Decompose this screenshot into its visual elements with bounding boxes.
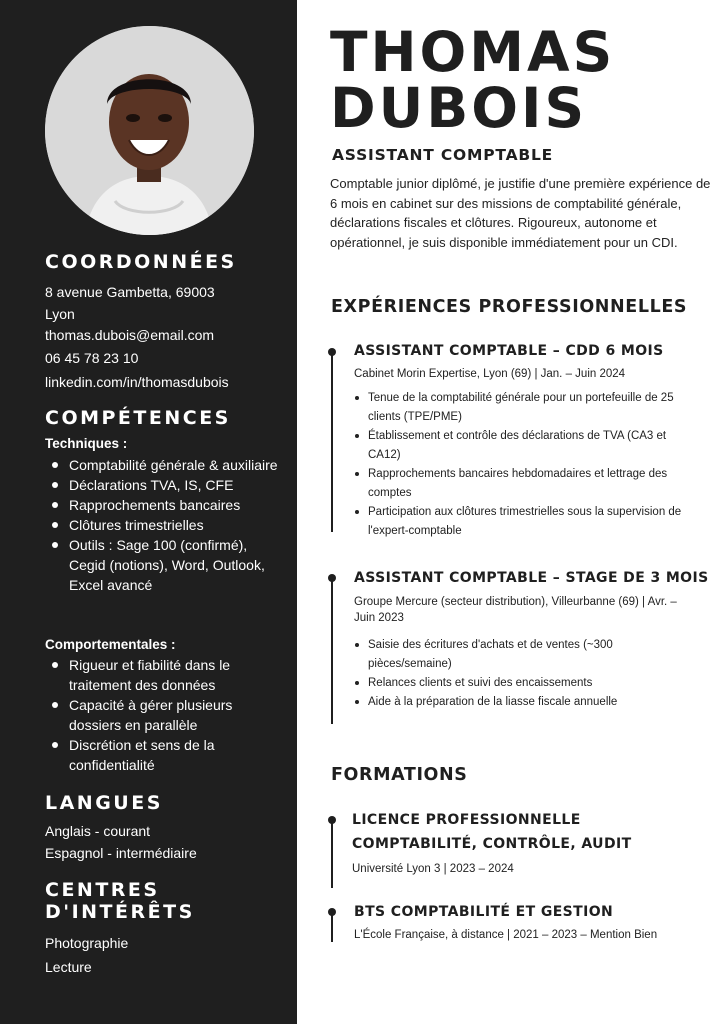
list-item: Participation aux clôtures trimestrielles sous la supervision de l'expert-comptable [354, 503, 694, 541]
education-2-title: BTS COMPTABILITÉ ET GESTION [354, 904, 614, 920]
name-last: DUBOIS [330, 76, 588, 140]
avatar-illustration [45, 26, 254, 235]
list-item: Comptabilité générale & auxiliaire [45, 455, 280, 475]
profile-photo [45, 26, 254, 235]
languages-title: LANGUES [45, 792, 163, 814]
timeline-dot [328, 908, 336, 916]
profile-summary: Comptable junior diplômé, je justifie d'une première expérience de 6 mois en cabinet sur des missions de comptabilité générale, déclarations fiscales et clôtures. Rigoureux, autonome et opérationnel, je suis disponible immédiatement pour un CDI. [330, 176, 711, 250]
education-title: FORMATIONS [331, 765, 468, 785]
list-item: Discrétion et sens de la confidentialité [45, 735, 280, 775]
list-item: Rapprochements bancaires [45, 495, 280, 515]
job-1-company: Cabinet Morin Expertise, Lyon (69) | Jan. – Juin 2024 [354, 368, 626, 380]
list-item: Relances clients et suivi des encaissements [354, 674, 694, 693]
list-item: Capacité à gérer plusieurs dossiers en parallèle [45, 695, 280, 735]
contact-title: COORDONNÉES [45, 251, 237, 273]
list-item: Aide à la préparation de la liasse fiscale annuelle [354, 693, 694, 712]
list-item: Rigueur et fiabilité dans le traitement des données [45, 655, 280, 695]
job-2-company: Groupe Mercure (secteur distribution), Villeurbanne (69) | Avr. – Juin 2023 [354, 596, 677, 624]
job-1-title: ASSISTANT COMPTABLE – CDD 6 MOIS [354, 343, 664, 359]
list-item: Outils : Sage 100 (confirmé), Cegid (notions), Word, Outlook, Excel avancé [45, 535, 280, 595]
experience-title: EXPÉRIENCES PROFESSIONNELLES [331, 297, 688, 317]
job-title: ASSISTANT COMPTABLE [332, 146, 554, 164]
interests-title-line-1: CENTRES [45, 879, 160, 901]
job-1-tasks [354, 389, 694, 541]
skills-title: COMPÉTENCES [45, 407, 231, 429]
timeline-line [331, 912, 333, 942]
education-1-title [352, 808, 632, 856]
list-item: Saisie des écritures d'achats et de ventes (~300 pièces/semaine) [354, 636, 694, 674]
address-line-1: 8 avenue Gambetta, 69003 [45, 284, 215, 300]
sidebar [0, 0, 297, 1024]
interest-item: Lecture [45, 959, 92, 975]
list-item: Rapprochements bancaires hebdomadaires et lettrage des comptes [354, 465, 694, 503]
education-1-title-line-1: LICENCE PROFESSIONNELLE [352, 812, 581, 828]
main-content [297, 0, 724, 1024]
timeline-line [331, 820, 333, 888]
timeline-dot [328, 348, 336, 356]
interests-title [45, 879, 195, 923]
technical-skills-label: Techniques : [45, 436, 128, 451]
contact-email[interactable]: thomas.dubois@email.com [45, 327, 215, 343]
job-2-tasks [354, 636, 694, 712]
interest-item: Photographie [45, 935, 129, 951]
timeline-line [331, 578, 333, 724]
language-item: Espagnol - intermédiaire [45, 845, 197, 861]
contact-address [45, 281, 215, 325]
name-first: THOMAS [330, 20, 616, 84]
list-item: Clôtures trimestrielles [45, 515, 280, 535]
education-1-title-line-2: COMPTABILITÉ, CONTRÔLE, AUDIT [352, 836, 632, 852]
interests-title-line-2: D'INTÉRÊTS [45, 901, 195, 923]
timeline-dot [328, 574, 336, 582]
job-2-title: ASSISTANT COMPTABLE – STAGE DE 3 MOIS [354, 570, 709, 586]
behavioral-skills-list [45, 655, 280, 775]
contact-linkedin[interactable]: linkedin.com/in/thomasdubois [45, 374, 229, 390]
address-line-2: Lyon [45, 306, 75, 322]
technical-skills-list [45, 455, 280, 595]
contact-phone[interactable]: 06 45 78 23 10 [45, 350, 139, 366]
language-item: Anglais - courant [45, 823, 151, 839]
list-item: Tenue de la comptabilité générale pour un portefeuille de 25 clients (TPE/PME) [354, 389, 694, 427]
list-item: Déclarations TVA, IS, CFE [45, 475, 280, 495]
education-2-details: L'École Française, à distance | 2021 – 2023 – Mention Bien [354, 929, 658, 941]
list-item: Établissement et contrôle des déclarations de TVA (CA3 et CA12) [354, 427, 694, 465]
candidate-name [330, 20, 616, 140]
behavioral-skills-label: Comportementales : [45, 637, 176, 652]
timeline-line [331, 352, 333, 532]
timeline-dot [328, 816, 336, 824]
education-1-details: Université Lyon 3 | 2023 – 2024 [352, 863, 514, 875]
